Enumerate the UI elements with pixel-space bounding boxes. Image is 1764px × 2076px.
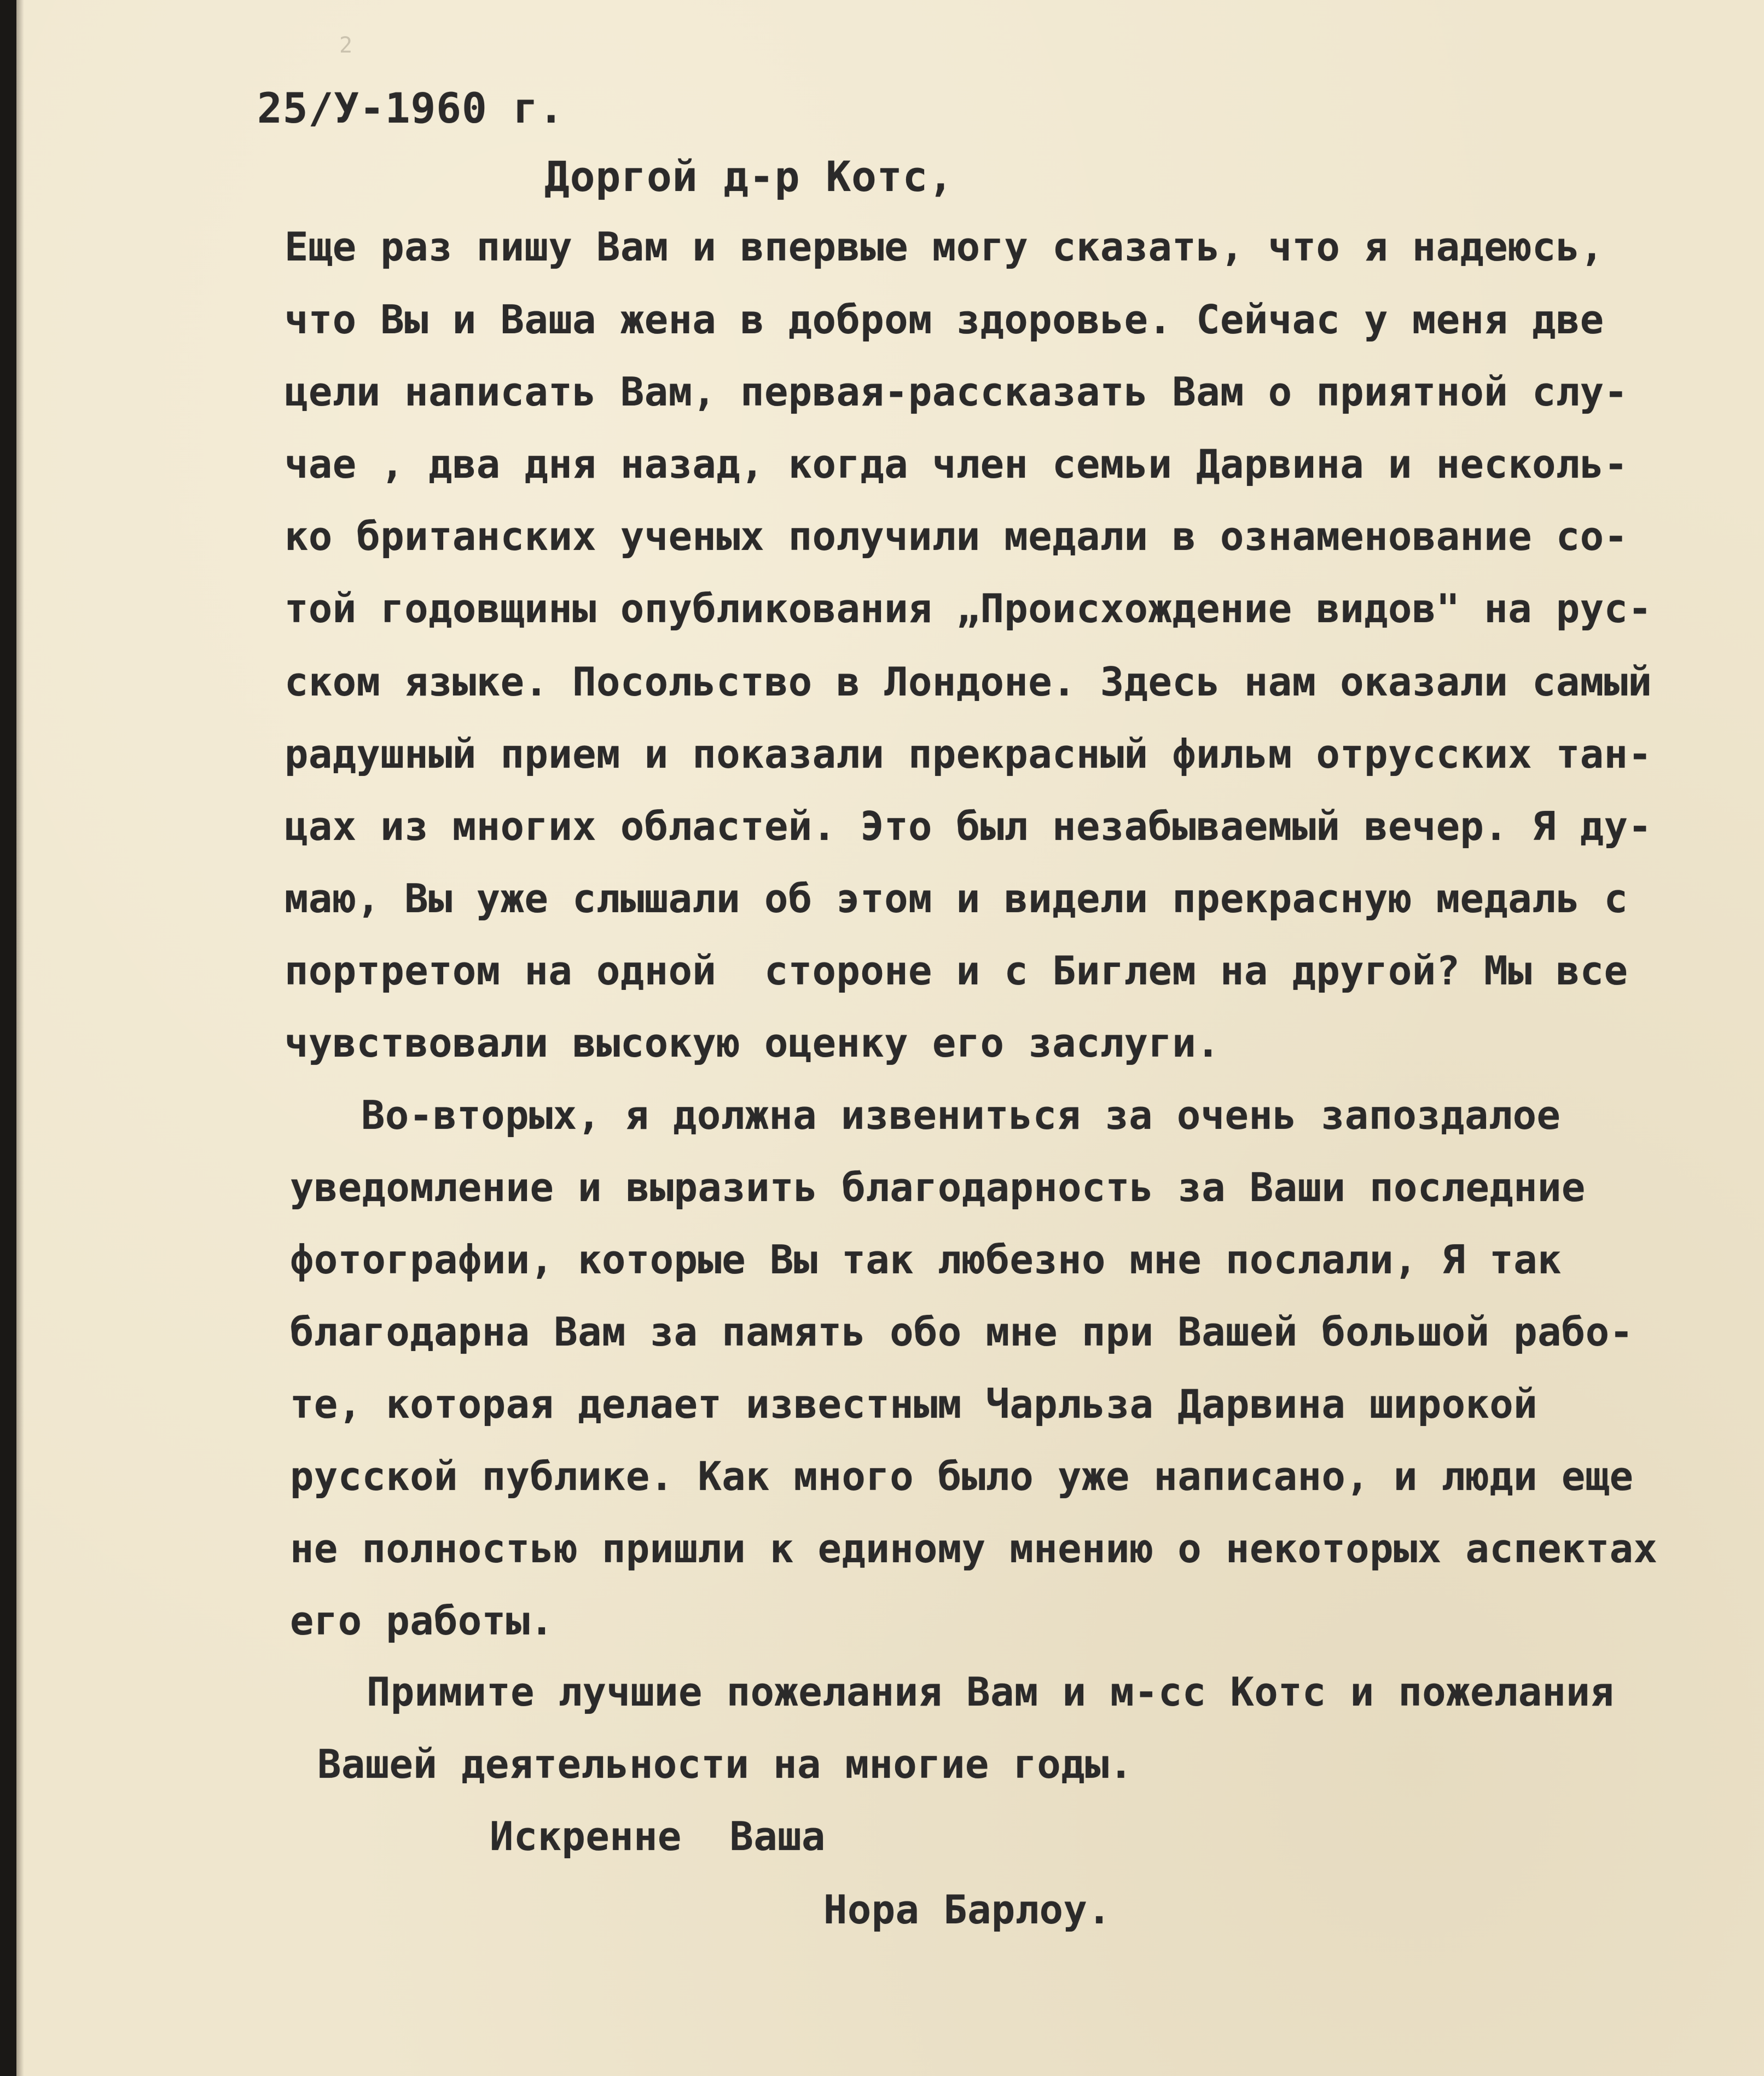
paragraph1-line: той годовщины опубликования „Происхождение видов" на рус-: [285, 585, 1652, 631]
paragraph1-line: чувствовали высокую оценку его заслуги.: [285, 1020, 1221, 1066]
paragraph3-line: Примите лучшие пожелания Вам и м-сс Котс и пожелания: [367, 1669, 1615, 1715]
paragraph2-line: его работы.: [290, 1598, 554, 1644]
paragraph2-line: не полностью пришли к единому мнению о некоторых аспектах: [290, 1526, 1658, 1572]
page-edge-shadow: [16, 0, 24, 2076]
letter-salutation: Доргой д-р Котс,: [544, 152, 954, 201]
letter-signature: Нора Барлоу.: [823, 1887, 1112, 1933]
paragraph1-line: чае , два дня назад, когда член семьи Дарвина и несколь-: [285, 441, 1628, 487]
paragraph2-line: фотографии, которые Вы так любезно мне послали, Я так: [290, 1237, 1562, 1283]
paragraph1-line: цах из многих областей. Это был незабываемый вечер. Я ду-: [285, 803, 1652, 849]
paragraph2-line: уведомление и выразить благодарность за Ваши последние: [290, 1164, 1586, 1210]
paragraph1-line: маю, Вы уже слышали об этом и видели прекрасную медаль с: [285, 875, 1628, 921]
paragraph1-line: Еще раз пишу Вам и впервые могу сказать, что я надеюсь,: [285, 224, 1604, 270]
letter-closing: Искренне Ваша: [490, 1813, 826, 1859]
bleed-through-mark: 2: [339, 33, 353, 58]
paragraph1-line: что Вы и Ваша жена в добром здоровье. Сейчас у меня две: [285, 297, 1604, 343]
paragraph1-line: ском языке. Посольство в Лондоне. Здесь нам оказали самый: [285, 659, 1652, 705]
paragraph1-line: портретом на одной стороне и с Биглем на другой? Мы все: [285, 948, 1628, 994]
paragraph2-line: благодарна Вам за память обо мне при Вашей большой рабо-: [290, 1309, 1634, 1355]
paragraph2-line: те, которая делает известным Чарльза Дарвина широкой: [290, 1381, 1538, 1427]
paragraph1-line: радушный прием и показали прекрасный фильм отрусских тан-: [285, 731, 1652, 777]
paragraph1-line: ко британских ученых получили медали в ознаменование со-: [285, 513, 1628, 559]
letter-date: 25/У-1960 г.: [257, 84, 565, 132]
paragraph2-line: Во-вторых, я должна извениться за очень запоздалое: [361, 1092, 1561, 1138]
paragraph3-line: Вашей деятельности на многие годы.: [317, 1741, 1133, 1787]
paragraph2-line: русской публике. Как много было уже написано, и люди еще: [290, 1453, 1634, 1499]
paragraph1-line: цели написать Вам, первая-рассказать Вам о приятной слу-: [285, 369, 1628, 415]
